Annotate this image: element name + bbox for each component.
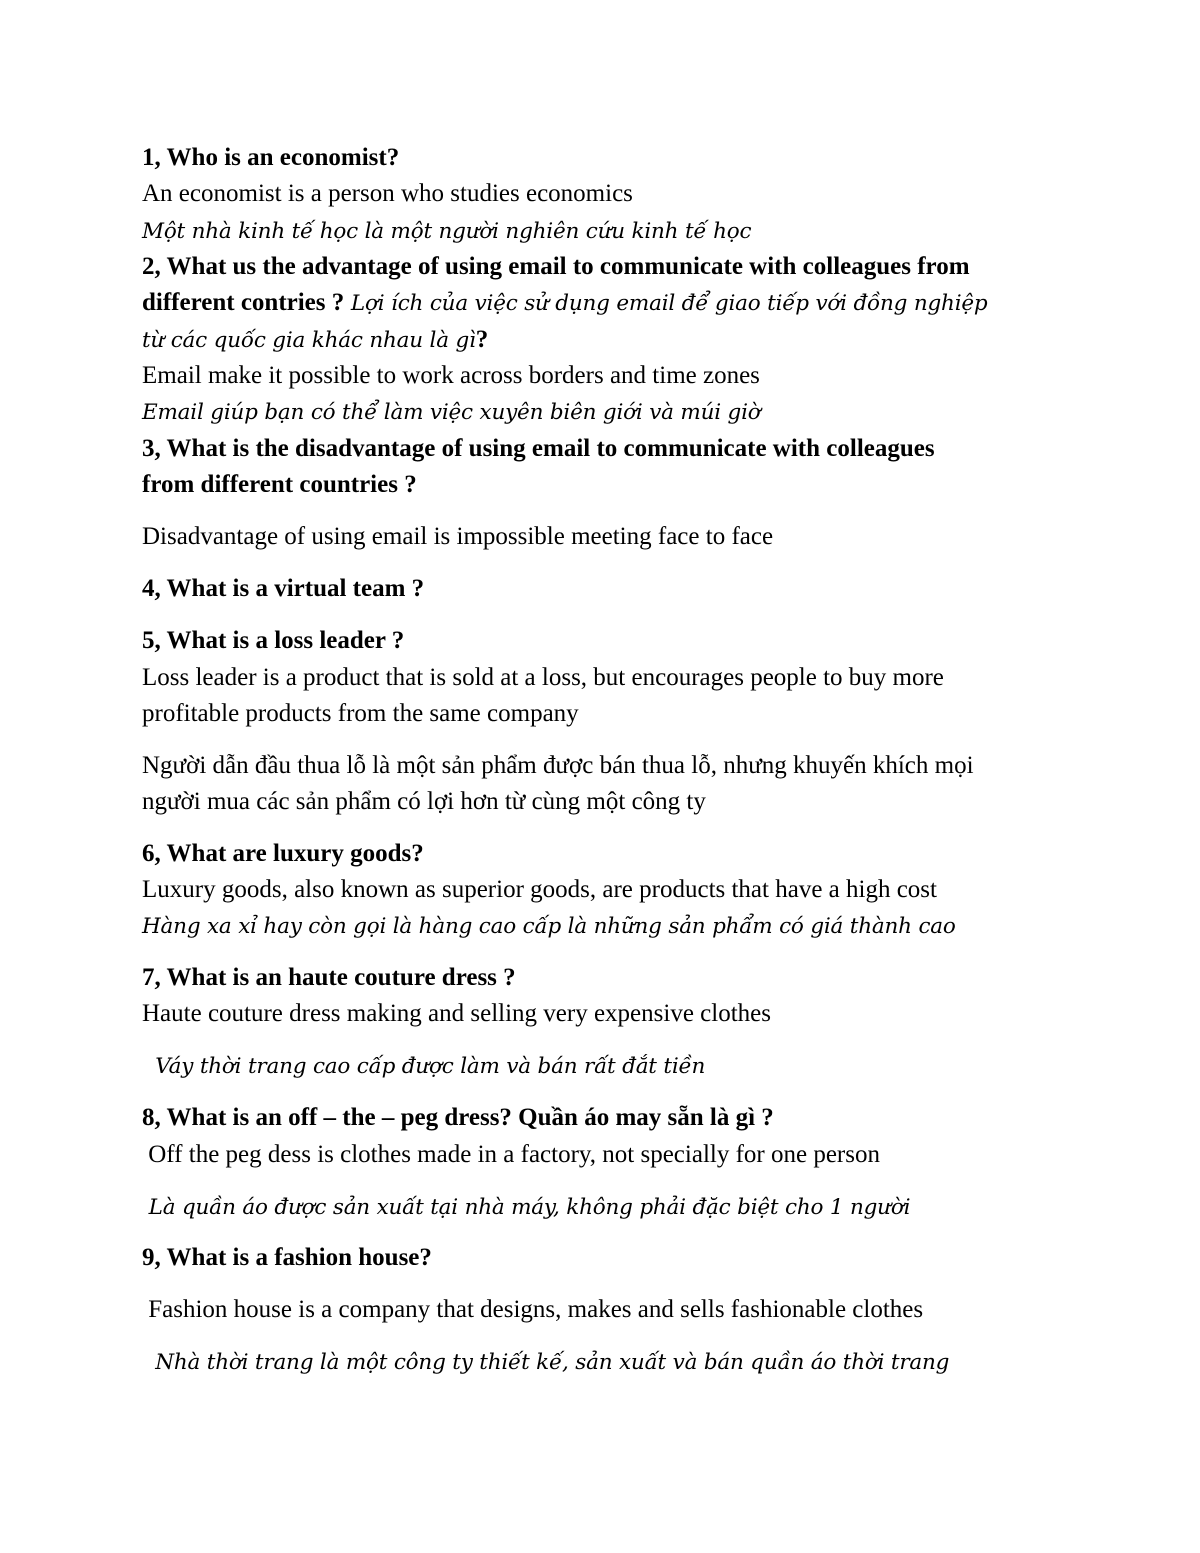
question-2-text: different contries ? xyxy=(142,289,345,316)
question-2-translation-inline: Lợi ích của việc sử dụng email để giao tiếp với đồng nghiệp xyxy=(344,291,988,316)
translation-1: Một nhà kinh tế học là một người nghiên cứu kinh tế học xyxy=(142,219,752,244)
answer-1: An economist is a person who studies economics xyxy=(142,180,633,207)
question-2-mark: ? xyxy=(475,326,489,353)
question-6: 6, What are luxury goods? xyxy=(142,840,424,867)
question-3-line-1: 3, What is the disadvantage of using email to communicate with colleagues xyxy=(142,435,935,462)
answer-2: Email make it possible to work across borders and time zones xyxy=(142,362,760,389)
question-2-line-1: 2, What us the advantage of using email to communicate with colleagues from xyxy=(142,253,970,280)
question-8: 8, What is an off – the – peg dress? Quần áo may sẵn là gì ? xyxy=(142,1104,774,1131)
question-7: 7, What is an haute couture dress ? xyxy=(142,964,516,991)
answer-8: Off the peg dess is clothes made in a factory, not specially for one person xyxy=(142,1141,880,1168)
translation-8: Là quần áo được sản xuất tại nhà máy, không phải đặc biệt cho 1 người xyxy=(142,1195,911,1220)
answer-7: Haute couture dress making and selling very expensive clothes xyxy=(142,1000,771,1027)
question-2-line-3 xyxy=(142,325,488,356)
question-4: 4, What is a virtual team ? xyxy=(142,575,425,602)
answer-3: Disadvantage of using email is impossible meeting face to face xyxy=(142,523,774,550)
translation-5-line-1: Người dẫn đầu thua lỗ là một sản phẩm được bán thua lỗ, nhưng khuyến khích mọi xyxy=(142,752,974,779)
answer-9: Fashion house is a company that designs, makes and sells fashionable clothes xyxy=(142,1296,924,1323)
answer-5-line-1: Loss leader is a product that is sold at a loss, but encourages people to buy more xyxy=(142,664,944,691)
question-2-line-2 xyxy=(142,288,987,319)
translation-6: Hàng xa xỉ hay còn gọi là hàng cao cấp là những sản phẩm có giá thành cao xyxy=(142,914,956,939)
answer-5-line-2: profitable products from the same company xyxy=(142,700,579,727)
question-3-line-2: from different countries ? xyxy=(142,471,417,498)
question-1: 1, Who is an economist? xyxy=(142,144,400,171)
answer-6: Luxury goods, also known as superior goods, are products that have a high cost xyxy=(142,876,937,903)
question-9: 9, What is a fashion house? xyxy=(142,1244,432,1271)
question-5: 5, What is a loss leader ? xyxy=(142,627,405,654)
question-2-translation-end: từ các quốc gia khác nhau là gì xyxy=(142,328,476,353)
translation-9: Nhà thời trang là một công ty thiết kế, sản xuất và bán quần áo thời trang xyxy=(142,1350,950,1375)
translation-7: Váy thời trang cao cấp được làm và bán rất đắt tiền xyxy=(142,1054,706,1079)
translation-5-line-2: người mua các sản phẩm có lợi hơn từ cùng một công ty xyxy=(142,788,706,815)
translation-2: Email giúp bạn có thể làm việc xuyên biên giới và múi giờ xyxy=(142,400,761,425)
